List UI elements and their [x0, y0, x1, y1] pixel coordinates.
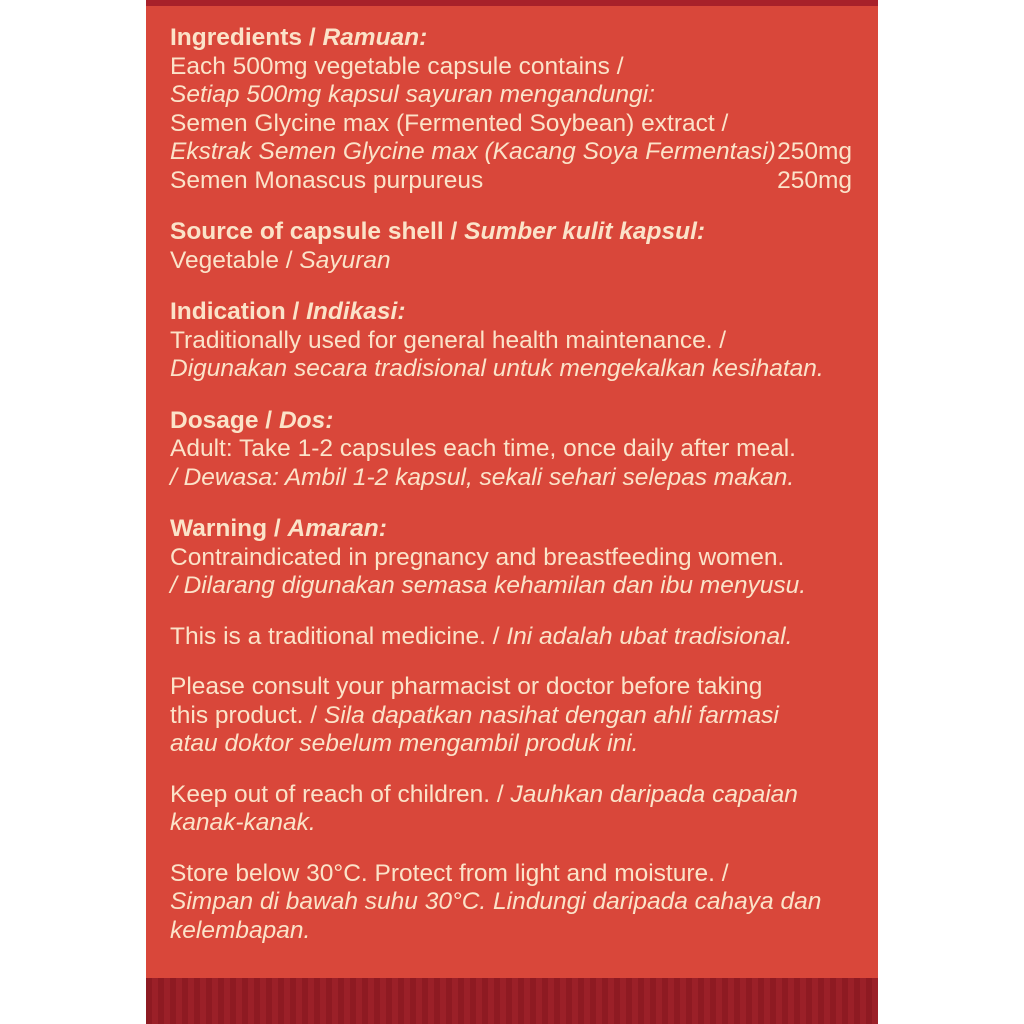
- indication-text-en: Traditionally used for general health maintenance. /: [170, 326, 727, 354]
- ingredients-section: [170, 24, 860, 195]
- warning-section: [170, 515, 860, 601]
- consult-line-1: Please consult your pharmacist or doctor before taking: [170, 673, 763, 700]
- label-content: [170, 24, 860, 945]
- children-line-1: Keep out of reach of children. / Jauhkan daripada capaian: [170, 780, 798, 808]
- traditional-section: [170, 623, 860, 652]
- ingredient-1-ms: Ekstrak Semen Glycine max (Kacang Soya Fermentasi): [170, 138, 776, 165]
- ingredient-2-en: Semen Monascus purpureus: [170, 166, 484, 194]
- storage-section: [170, 860, 860, 946]
- traditional-text: This is a traditional medicine. / Ini adalah ubat tradisional.: [170, 622, 793, 650]
- indication-text-ms: Digunakan secara tradisional untuk mengekalkan kesihatan.: [170, 355, 824, 382]
- source-section: [170, 218, 860, 275]
- dosage-heading: Dosage / Dos:: [170, 406, 334, 434]
- ingredient-1-amount: 250mg: [777, 138, 852, 165]
- consult-line-2: this product. / Sila dapatkan nasihat dengan ahli farmasi: [170, 701, 779, 729]
- indication-section: [170, 298, 860, 384]
- children-line-2: kanak-kanak.: [170, 809, 316, 836]
- storage-line-2: Simpan di bawah suhu 30°C. Lindungi daripada cahaya dan: [170, 888, 822, 915]
- storage-line-3: kelembapan.: [170, 916, 311, 944]
- top-band: [146, 0, 878, 6]
- ingredient-1-en: Semen Glycine max (Fermented Soybean) extract /: [170, 109, 729, 137]
- warning-heading: Warning / Amaran:: [170, 515, 387, 542]
- source-value: Vegetable / Sayuran: [170, 246, 391, 274]
- dosage-section: [170, 407, 860, 493]
- consult-line-3: atau doktor sebelum mengambil produk ini.: [170, 730, 639, 757]
- indication-heading: Indication / Indikasi:: [170, 298, 406, 325]
- dosage-text-ms: / Dewasa: Ambil 1-2 kapsul, sekali sehari selepas makan.: [170, 463, 795, 491]
- capsule-text-ms: Setiap 500mg kapsul sayuran mengandungi:: [170, 81, 655, 108]
- source-heading: Source of capsule shell / Sumber kulit kapsul:: [170, 218, 706, 245]
- ingredient-1-row: [170, 138, 860, 167]
- label-panel: [146, 0, 878, 1024]
- consult-section: [170, 673, 860, 759]
- ingredient-2-amount: 250mg: [777, 166, 852, 194]
- warning-text-ms: / Dilarang digunakan semasa kehamilan dan ibu menyusu.: [170, 572, 807, 599]
- warning-text-en: Contraindicated in pregnancy and breastfeeding women.: [170, 543, 785, 571]
- storage-line-1: Store below 30°C. Protect from light and moisture. /: [170, 859, 729, 887]
- ingredient-2-row: [170, 167, 860, 196]
- bottom-band: [146, 978, 878, 1024]
- dosage-text-en: Adult: Take 1-2 capsules each time, once daily after meal.: [170, 435, 796, 462]
- capsule-text-en: Each 500mg vegetable capsule contains /: [170, 52, 624, 80]
- ingredients-heading: Ingredients / Ramuan:: [170, 24, 428, 51]
- children-section: [170, 781, 860, 838]
